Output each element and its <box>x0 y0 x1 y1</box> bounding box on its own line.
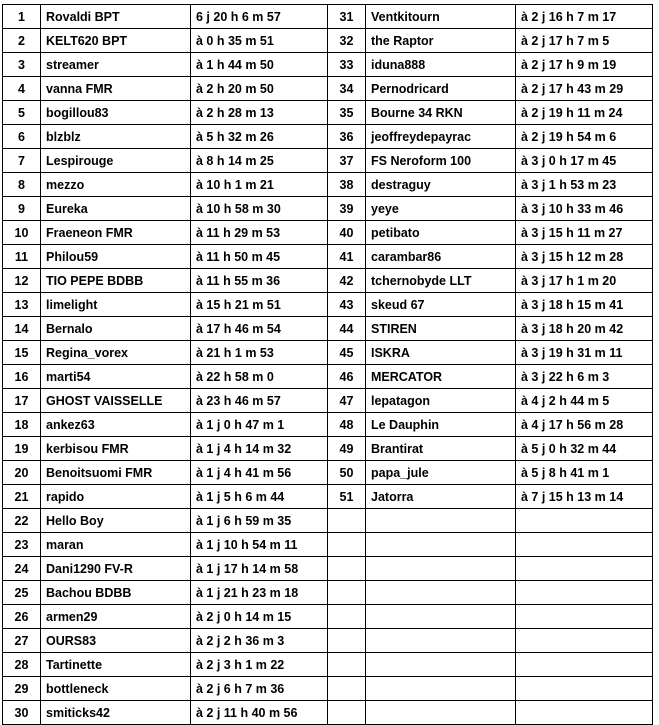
right-name-cell: ISKRA <box>366 341 516 365</box>
table-row <box>3 605 653 629</box>
right-time-cell: à 2 j 17 h 7 m 5 <box>516 29 653 53</box>
table-row <box>3 413 653 437</box>
right-rank-cell: 35 <box>328 101 366 125</box>
left-rank-cell: 6 <box>3 125 41 149</box>
left-name-cell: Rovaldi BPT <box>41 5 191 29</box>
left-name-cell: smiticks42 <box>41 701 191 725</box>
table-row <box>3 653 653 677</box>
table-row <box>3 53 653 77</box>
left-time-cell: à 1 j 5 h 6 m 44 <box>191 485 328 509</box>
results-table-body <box>3 5 653 725</box>
right-rank-cell: 43 <box>328 293 366 317</box>
left-time-cell: à 1 j 0 h 47 m 1 <box>191 413 328 437</box>
table-row <box>3 125 653 149</box>
right-name-cell: Bourne 34 RKN <box>366 101 516 125</box>
left-time-cell: à 1 h 44 m 50 <box>191 53 328 77</box>
right-name-cell: jeoffreydepayrac <box>366 125 516 149</box>
right-name-cell: yeye <box>366 197 516 221</box>
table-row <box>3 581 653 605</box>
left-time-cell: à 1 j 4 h 41 m 56 <box>191 461 328 485</box>
left-rank-cell: 7 <box>3 149 41 173</box>
left-name-cell: streamer <box>41 53 191 77</box>
right-time-cell: à 2 j 17 h 9 m 19 <box>516 53 653 77</box>
right-time-cell: à 4 j 17 h 56 m 28 <box>516 413 653 437</box>
left-name-cell: Benoitsuomi FMR <box>41 461 191 485</box>
right-rank-cell <box>328 653 366 677</box>
table-row <box>3 5 653 29</box>
right-rank-cell: 38 <box>328 173 366 197</box>
left-rank-cell: 23 <box>3 533 41 557</box>
right-rank-cell: 41 <box>328 245 366 269</box>
right-time-cell: à 4 j 2 h 44 m 5 <box>516 389 653 413</box>
table-row <box>3 437 653 461</box>
right-rank-cell <box>328 581 366 605</box>
left-time-cell: à 10 h 1 m 21 <box>191 173 328 197</box>
table-row <box>3 245 653 269</box>
table-row <box>3 629 653 653</box>
right-rank-cell: 33 <box>328 53 366 77</box>
left-name-cell: blzblz <box>41 125 191 149</box>
table-row <box>3 485 653 509</box>
right-time-cell: à 2 j 19 h 54 m 6 <box>516 125 653 149</box>
left-time-cell: à 5 h 32 m 26 <box>191 125 328 149</box>
left-time-cell: à 1 j 10 h 54 m 11 <box>191 533 328 557</box>
left-name-cell: Regina_vorex <box>41 341 191 365</box>
left-rank-cell: 3 <box>3 53 41 77</box>
left-name-cell: bottleneck <box>41 677 191 701</box>
left-time-cell: à 11 h 55 m 36 <box>191 269 328 293</box>
left-rank-cell: 30 <box>3 701 41 725</box>
right-name-cell <box>366 653 516 677</box>
right-time-cell: à 3 j 19 h 31 m 11 <box>516 341 653 365</box>
left-time-cell: à 2 j 11 h 40 m 56 <box>191 701 328 725</box>
right-time-cell: à 3 j 18 h 15 m 41 <box>516 293 653 317</box>
right-name-cell <box>366 605 516 629</box>
left-rank-cell: 2 <box>3 29 41 53</box>
right-name-cell <box>366 701 516 725</box>
right-rank-cell: 37 <box>328 149 366 173</box>
left-name-cell: Bernalo <box>41 317 191 341</box>
right-name-cell <box>366 509 516 533</box>
right-time-cell: à 3 j 15 h 12 m 28 <box>516 245 653 269</box>
right-name-cell <box>366 629 516 653</box>
table-row <box>3 701 653 725</box>
right-rank-cell: 49 <box>328 437 366 461</box>
table-row <box>3 77 653 101</box>
left-time-cell: à 1 j 17 h 14 m 58 <box>191 557 328 581</box>
left-name-cell: ankez63 <box>41 413 191 437</box>
right-rank-cell: 42 <box>328 269 366 293</box>
right-name-cell: iduna888 <box>366 53 516 77</box>
left-name-cell: KELT620 BPT <box>41 29 191 53</box>
right-name-cell: tchernobyde LLT <box>366 269 516 293</box>
left-rank-cell: 21 <box>3 485 41 509</box>
left-time-cell: à 2 j 6 h 7 m 36 <box>191 677 328 701</box>
left-name-cell: Philou59 <box>41 245 191 269</box>
right-name-cell: papa_jule <box>366 461 516 485</box>
right-name-cell: Ventkitourn <box>366 5 516 29</box>
left-rank-cell: 8 <box>3 173 41 197</box>
right-name-cell: Le Dauphin <box>366 413 516 437</box>
table-row <box>3 29 653 53</box>
right-rank-cell: 34 <box>328 77 366 101</box>
left-time-cell: 6 j 20 h 6 m 57 <box>191 5 328 29</box>
left-time-cell: à 17 h 46 m 54 <box>191 317 328 341</box>
right-rank-cell: 36 <box>328 125 366 149</box>
right-rank-cell: 51 <box>328 485 366 509</box>
right-name-cell <box>366 557 516 581</box>
right-rank-cell: 48 <box>328 413 366 437</box>
table-row <box>3 197 653 221</box>
right-rank-cell <box>328 629 366 653</box>
left-time-cell: à 1 j 4 h 14 m 32 <box>191 437 328 461</box>
right-time-cell: à 3 j 18 h 20 m 42 <box>516 317 653 341</box>
table-row <box>3 293 653 317</box>
right-rank-cell: 50 <box>328 461 366 485</box>
left-rank-cell: 19 <box>3 437 41 461</box>
left-rank-cell: 11 <box>3 245 41 269</box>
right-rank-cell: 31 <box>328 5 366 29</box>
right-rank-cell: 47 <box>328 389 366 413</box>
right-time-cell <box>516 509 653 533</box>
results-table-wrapper <box>2 4 653 725</box>
table-row <box>3 533 653 557</box>
table-row <box>3 221 653 245</box>
right-name-cell: MERCATOR <box>366 365 516 389</box>
results-table <box>2 4 653 725</box>
left-name-cell: limelight <box>41 293 191 317</box>
left-name-cell: rapido <box>41 485 191 509</box>
left-rank-cell: 26 <box>3 605 41 629</box>
left-rank-cell: 25 <box>3 581 41 605</box>
right-time-cell: à 7 j 15 h 13 m 14 <box>516 485 653 509</box>
left-rank-cell: 4 <box>3 77 41 101</box>
right-name-cell: lepatagon <box>366 389 516 413</box>
left-time-cell: à 11 h 29 m 53 <box>191 221 328 245</box>
left-rank-cell: 20 <box>3 461 41 485</box>
left-rank-cell: 18 <box>3 413 41 437</box>
right-time-cell: à 3 j 0 h 17 m 45 <box>516 149 653 173</box>
left-rank-cell: 14 <box>3 317 41 341</box>
left-time-cell: à 10 h 58 m 30 <box>191 197 328 221</box>
left-name-cell: Lespirouge <box>41 149 191 173</box>
table-row <box>3 149 653 173</box>
left-time-cell: à 1 j 21 h 23 m 18 <box>191 581 328 605</box>
right-name-cell: FS Neroform 100 <box>366 149 516 173</box>
left-name-cell: TIO PEPE BDBB <box>41 269 191 293</box>
left-name-cell: Eureka <box>41 197 191 221</box>
right-name-cell: skeud 67 <box>366 293 516 317</box>
right-time-cell: à 2 j 19 h 11 m 24 <box>516 101 653 125</box>
left-rank-cell: 10 <box>3 221 41 245</box>
right-name-cell <box>366 581 516 605</box>
right-name-cell <box>366 533 516 557</box>
left-time-cell: à 23 h 46 m 57 <box>191 389 328 413</box>
right-time-cell: à 2 j 16 h 7 m 17 <box>516 5 653 29</box>
left-name-cell: Hello Boy <box>41 509 191 533</box>
left-rank-cell: 28 <box>3 653 41 677</box>
right-time-cell <box>516 701 653 725</box>
right-time-cell: à 3 j 1 h 53 m 23 <box>516 173 653 197</box>
table-row <box>3 269 653 293</box>
right-time-cell: à 2 j 17 h 43 m 29 <box>516 77 653 101</box>
right-rank-cell: 45 <box>328 341 366 365</box>
left-name-cell: Fraeneon FMR <box>41 221 191 245</box>
right-time-cell <box>516 653 653 677</box>
left-name-cell: bogillou83 <box>41 101 191 125</box>
right-rank-cell: 46 <box>328 365 366 389</box>
right-time-cell: à 3 j 10 h 33 m 46 <box>516 197 653 221</box>
left-time-cell: à 21 h 1 m 53 <box>191 341 328 365</box>
left-rank-cell: 22 <box>3 509 41 533</box>
left-rank-cell: 16 <box>3 365 41 389</box>
table-row <box>3 461 653 485</box>
left-name-cell: kerbisou FMR <box>41 437 191 461</box>
left-time-cell: à 2 j 2 h 36 m 3 <box>191 629 328 653</box>
left-time-cell: à 2 j 0 h 14 m 15 <box>191 605 328 629</box>
left-name-cell: Bachou BDBB <box>41 581 191 605</box>
right-time-cell <box>516 629 653 653</box>
right-name-cell: Brantirat <box>366 437 516 461</box>
left-rank-cell: 9 <box>3 197 41 221</box>
table-row <box>3 101 653 125</box>
table-row <box>3 173 653 197</box>
left-rank-cell: 27 <box>3 629 41 653</box>
table-row <box>3 509 653 533</box>
table-row <box>3 365 653 389</box>
left-name-cell: mezzo <box>41 173 191 197</box>
left-time-cell: à 2 h 20 m 50 <box>191 77 328 101</box>
right-name-cell: destraguy <box>366 173 516 197</box>
left-name-cell: GHOST VAISSELLE <box>41 389 191 413</box>
left-name-cell: OURS83 <box>41 629 191 653</box>
left-name-cell: maran <box>41 533 191 557</box>
left-rank-cell: 13 <box>3 293 41 317</box>
left-time-cell: à 0 h 35 m 51 <box>191 29 328 53</box>
right-time-cell <box>516 677 653 701</box>
right-rank-cell: 39 <box>328 197 366 221</box>
left-time-cell: à 15 h 21 m 51 <box>191 293 328 317</box>
right-time-cell <box>516 581 653 605</box>
right-time-cell <box>516 533 653 557</box>
right-rank-cell <box>328 557 366 581</box>
right-time-cell: à 3 j 17 h 1 m 20 <box>516 269 653 293</box>
left-rank-cell: 1 <box>3 5 41 29</box>
left-rank-cell: 17 <box>3 389 41 413</box>
right-rank-cell <box>328 533 366 557</box>
right-rank-cell <box>328 701 366 725</box>
table-row <box>3 317 653 341</box>
right-name-cell: STIREN <box>366 317 516 341</box>
left-rank-cell: 29 <box>3 677 41 701</box>
right-rank-cell: 40 <box>328 221 366 245</box>
left-time-cell: à 2 h 28 m 13 <box>191 101 328 125</box>
left-name-cell: Tartinette <box>41 653 191 677</box>
left-rank-cell: 12 <box>3 269 41 293</box>
right-name-cell: Pernodricard <box>366 77 516 101</box>
left-time-cell: à 1 j 6 h 59 m 35 <box>191 509 328 533</box>
right-name-cell: carambar86 <box>366 245 516 269</box>
left-name-cell: vanna FMR <box>41 77 191 101</box>
table-row <box>3 557 653 581</box>
right-rank-cell: 44 <box>328 317 366 341</box>
right-rank-cell <box>328 605 366 629</box>
left-time-cell: à 2 j 3 h 1 m 22 <box>191 653 328 677</box>
right-rank-cell: 32 <box>328 29 366 53</box>
right-rank-cell <box>328 509 366 533</box>
right-name-cell: the Raptor <box>366 29 516 53</box>
right-name-cell <box>366 677 516 701</box>
left-rank-cell: 15 <box>3 341 41 365</box>
left-time-cell: à 11 h 50 m 45 <box>191 245 328 269</box>
table-row <box>3 389 653 413</box>
table-row <box>3 341 653 365</box>
left-rank-cell: 24 <box>3 557 41 581</box>
left-rank-cell: 5 <box>3 101 41 125</box>
left-time-cell: à 22 h 58 m 0 <box>191 365 328 389</box>
right-time-cell <box>516 557 653 581</box>
right-rank-cell <box>328 677 366 701</box>
right-name-cell: petibato <box>366 221 516 245</box>
right-time-cell <box>516 605 653 629</box>
left-name-cell: marti54 <box>41 365 191 389</box>
table-row <box>3 677 653 701</box>
right-name-cell: Jatorra <box>366 485 516 509</box>
left-time-cell: à 8 h 14 m 25 <box>191 149 328 173</box>
right-time-cell: à 3 j 15 h 11 m 27 <box>516 221 653 245</box>
right-time-cell: à 5 j 0 h 32 m 44 <box>516 437 653 461</box>
left-name-cell: armen29 <box>41 605 191 629</box>
right-time-cell: à 5 j 8 h 41 m 1 <box>516 461 653 485</box>
right-time-cell: à 3 j 22 h 6 m 3 <box>516 365 653 389</box>
left-name-cell: Dani1290 FV-R <box>41 557 191 581</box>
